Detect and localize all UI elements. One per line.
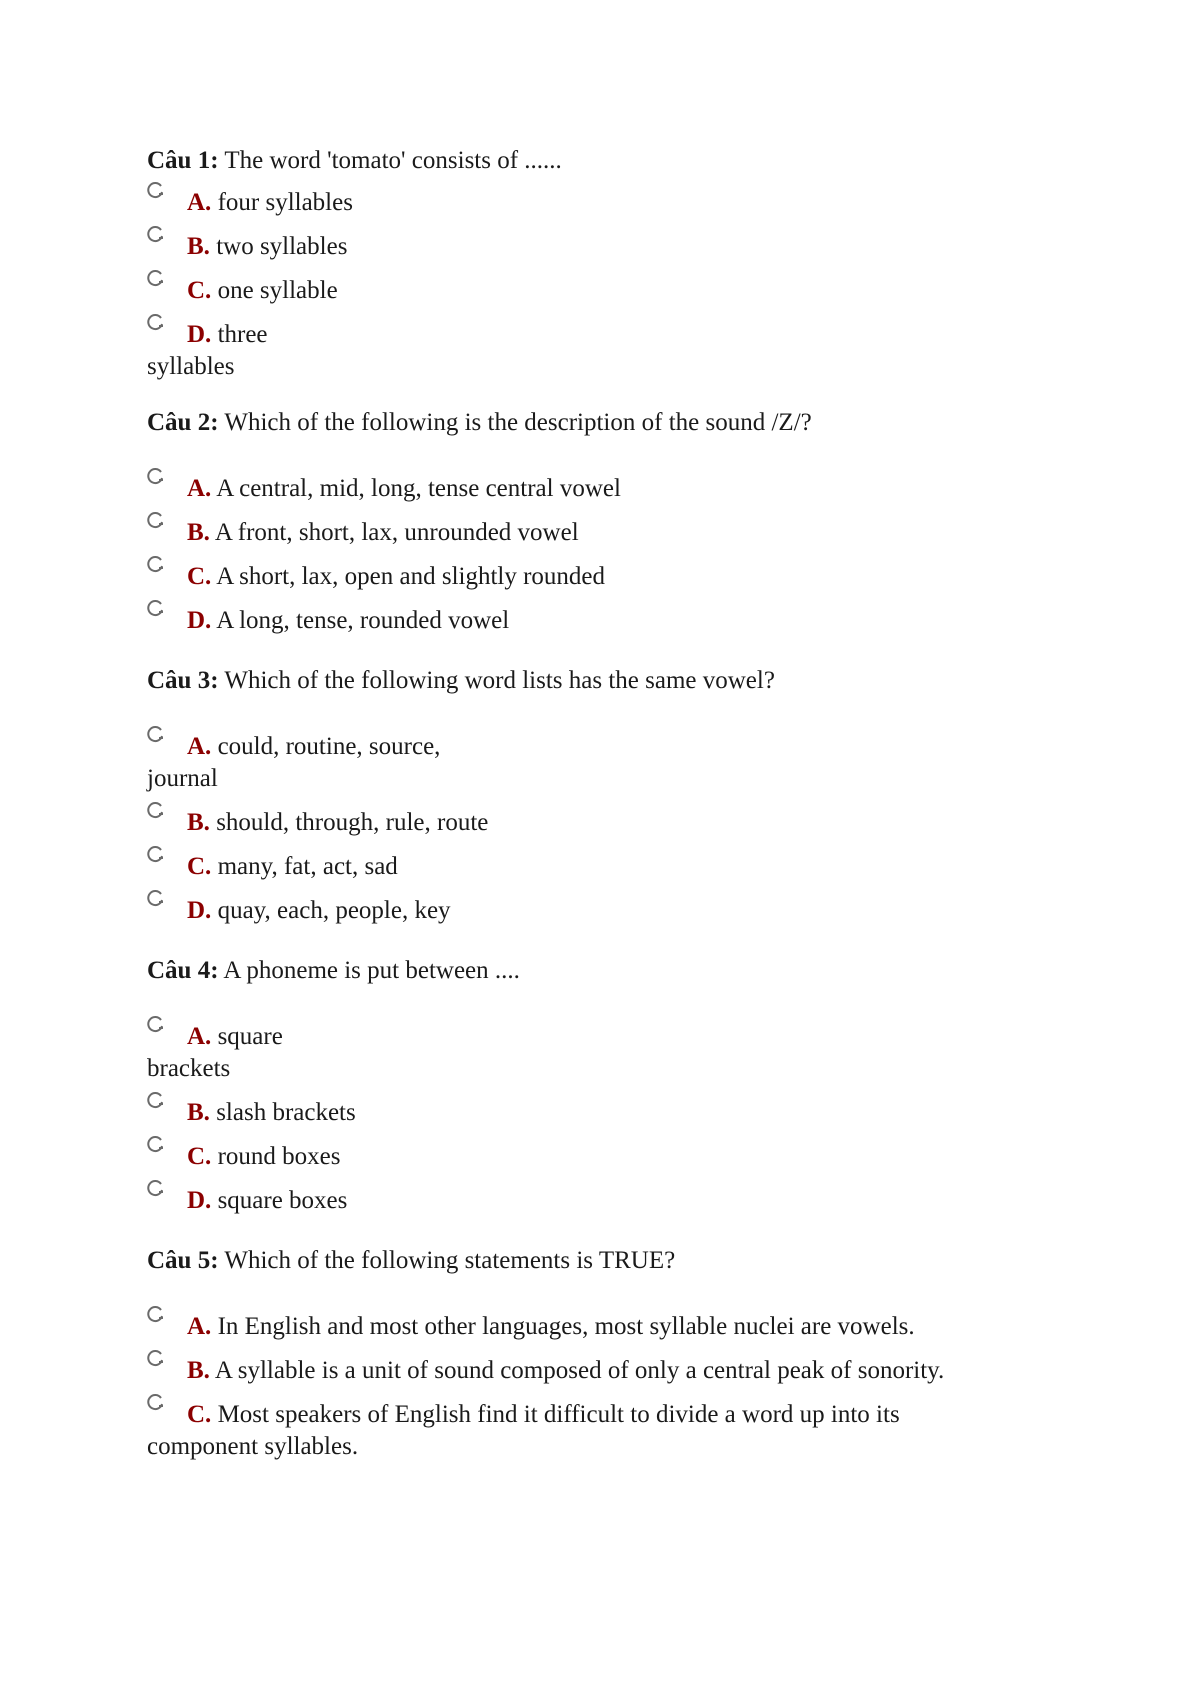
question-text <box>147 408 1087 438</box>
option-b[interactable] <box>147 808 1087 838</box>
option-letter: C. <box>187 277 212 304</box>
question-label: Câu 1: <box>147 147 219 174</box>
option-a[interactable] <box>147 188 1087 218</box>
question-label: Câu 5: <box>147 1247 219 1274</box>
option-b[interactable] <box>147 232 1087 262</box>
option-letter: A. <box>187 475 212 502</box>
option-a[interactable] <box>147 1312 1087 1342</box>
option-text: many, fat, act, sad <box>217 853 398 880</box>
option-letter: C. <box>187 563 212 590</box>
question-body: The word 'tomato' consists of ...... <box>224 147 562 174</box>
option-b[interactable] <box>147 1098 1087 1128</box>
option-text: quay, each, people, key <box>217 897 451 924</box>
radio-button-icon[interactable] <box>147 726 165 744</box>
radio-button-icon[interactable] <box>147 802 165 820</box>
question-3 <box>147 666 1087 926</box>
option-letter: D. <box>187 1187 212 1214</box>
option-text: A syllable is a unit of sound composed of only a central peak of sonority. <box>214 1357 945 1384</box>
option-letter: A. <box>187 189 212 216</box>
option-text: In English and most other languages, most syllable nuclei are vowels. <box>217 1313 915 1340</box>
option-letter: D. <box>187 321 212 348</box>
radio-button-icon[interactable] <box>147 270 165 288</box>
radio-button-icon[interactable] <box>147 1092 165 1110</box>
question-label: Câu 3: <box>147 667 219 694</box>
option-text: should, through, rule, route <box>216 809 489 836</box>
option-d[interactable] <box>147 896 1087 926</box>
option-c[interactable] <box>147 852 1087 882</box>
option-text-continued: brackets <box>147 1055 231 1082</box>
radio-button-icon[interactable] <box>147 1180 165 1198</box>
question-label: Câu 2: <box>147 409 219 436</box>
option-letter: C. <box>187 853 212 880</box>
question-4 <box>147 956 1087 1216</box>
option-letter: B. <box>187 519 210 546</box>
radio-button-icon[interactable] <box>147 846 165 864</box>
option-letter: A. <box>187 1313 212 1340</box>
option-letter: B. <box>187 233 210 260</box>
radio-button-icon[interactable] <box>147 182 165 200</box>
option-letter: C. <box>187 1143 212 1170</box>
option-text: square boxes <box>217 1187 348 1214</box>
question-1 <box>147 146 1087 382</box>
radio-button-icon[interactable] <box>147 1136 165 1154</box>
option-text: two syllables <box>216 233 348 260</box>
option-letter: B. <box>187 809 210 836</box>
option-c[interactable] <box>147 1142 1087 1172</box>
question-text <box>147 146 1087 176</box>
option-c[interactable] <box>147 562 1087 592</box>
radio-button-icon[interactable] <box>147 890 165 908</box>
option-text-continued: component syllables. <box>147 1433 359 1460</box>
option-text-continued: journal <box>147 765 218 792</box>
option-a[interactable] <box>147 732 1087 794</box>
option-letter: A. <box>187 733 212 760</box>
radio-button-icon[interactable] <box>147 600 165 618</box>
radio-button-icon[interactable] <box>147 226 165 244</box>
option-letter: D. <box>187 897 212 924</box>
question-label: Câu 4: <box>147 957 219 984</box>
option-text: four syllables <box>217 189 353 216</box>
option-letter: B. <box>187 1357 210 1384</box>
radio-button-icon[interactable] <box>147 314 165 332</box>
question-body: Which of the following word lists has the same vowel? <box>224 667 775 694</box>
option-d[interactable] <box>147 320 1087 382</box>
option-letter: D. <box>187 607 212 634</box>
question-text <box>147 956 1087 986</box>
radio-button-icon[interactable] <box>147 1016 165 1034</box>
option-b[interactable] <box>147 518 1087 548</box>
option-text: Most speakers of English find it difficult to divide a word up into its <box>217 1401 900 1428</box>
option-text: round boxes <box>217 1143 341 1170</box>
option-text: could, routine, source, <box>217 733 441 760</box>
radio-button-icon[interactable] <box>147 1306 165 1324</box>
radio-button-icon[interactable] <box>147 468 165 486</box>
option-text-continued: syllables <box>147 353 235 380</box>
option-text: one syllable <box>217 277 338 304</box>
option-text: slash brackets <box>216 1099 356 1126</box>
radio-button-icon[interactable] <box>147 1350 165 1368</box>
option-b[interactable] <box>147 1356 1087 1386</box>
quiz-document <box>147 146 1087 1462</box>
option-a[interactable] <box>147 474 1087 504</box>
option-text: A long, tense, rounded vowel <box>216 607 510 634</box>
radio-button-icon[interactable] <box>147 1394 165 1412</box>
radio-button-icon[interactable] <box>147 556 165 574</box>
option-text: A short, lax, open and slightly rounded <box>216 563 606 590</box>
question-2 <box>147 408 1087 636</box>
option-letter: B. <box>187 1099 210 1126</box>
option-text: A central, mid, long, tense central vowel <box>216 475 621 502</box>
question-text <box>147 1246 1087 1276</box>
option-a[interactable] <box>147 1022 1087 1084</box>
option-d[interactable] <box>147 1186 1087 1216</box>
option-letter: C. <box>187 1401 212 1428</box>
option-c[interactable] <box>147 276 1087 306</box>
question-body: Which of the following statements is TRUE? <box>224 1247 676 1274</box>
option-text: three <box>217 321 268 348</box>
option-text: A front, short, lax, unrounded vowel <box>214 519 579 546</box>
option-d[interactable] <box>147 606 1087 636</box>
question-body: Which of the following is the description of the sound /Z/? <box>224 409 812 436</box>
option-c[interactable] <box>147 1400 1087 1462</box>
radio-button-icon[interactable] <box>147 512 165 530</box>
option-letter: A. <box>187 1023 212 1050</box>
option-text: square <box>217 1023 283 1050</box>
question-5 <box>147 1246 1087 1462</box>
question-body: A phoneme is put between .... <box>223 957 520 984</box>
question-text <box>147 666 1087 696</box>
